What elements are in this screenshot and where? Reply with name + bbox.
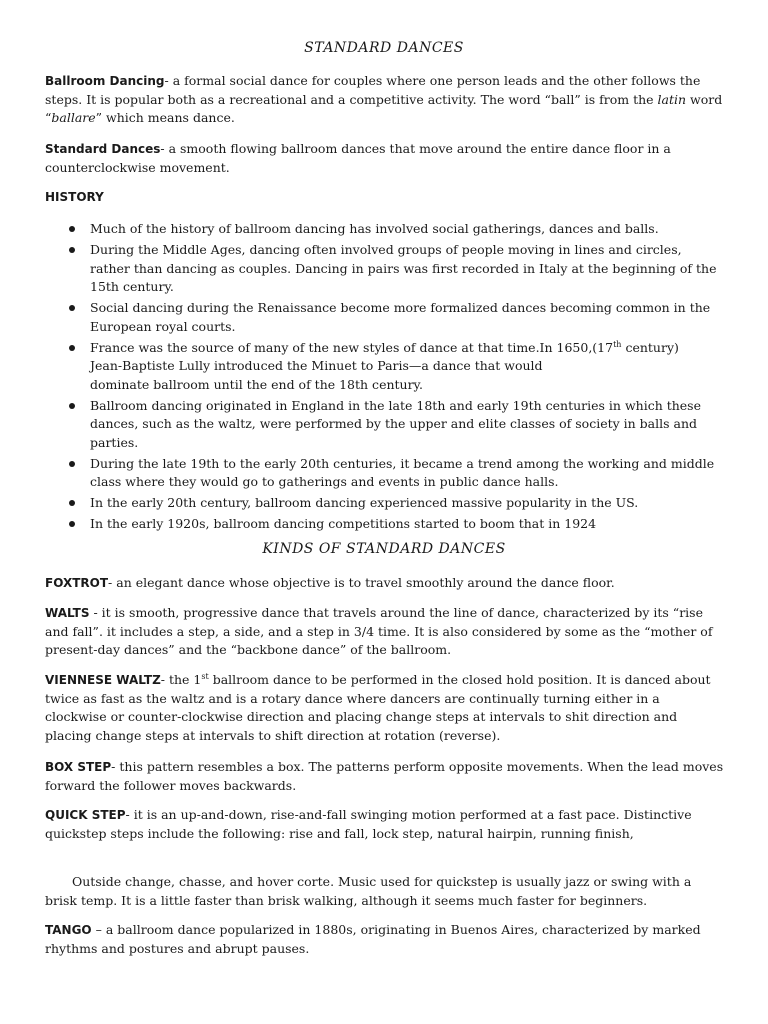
ballroom-dancing-term: Ballroom Dancing	[45, 74, 165, 88]
tango-term: TANGO	[45, 923, 92, 937]
page-title: STANDARD DANCES	[304, 40, 464, 56]
kinds-title: KINDS OF STANDARD DANCES	[262, 541, 506, 557]
quick-step-paragraph: QUICK STEP- it is an up-and-down, rise-and-fall swinging motion performed at a fast pace. Distinctive quickstep steps include the following: rise and fall, lock step, natural hairpin, running finish,	[45, 807, 692, 841]
list-item: During the Middle Ages, dancing often involved groups of people moving in lines and circles, rather than dancing as couples. Dancing in pairs was first recorded in Italy at the beginning of the 15th century.	[45, 241, 725, 297]
ballroom-dancing-paragraph: Ballroom Dancing- a formal social dance for couples where one person leads and the other follows the steps. It is popular both as a recreational and a competitive activity. The word “ball” is from the latin word “ballare” which means dance.	[45, 73, 723, 125]
history-list	[45, 220, 725, 536]
list-item: In the early 1920s, ballroom dancing competitions started to boom that in 1924	[45, 515, 725, 534]
bullet-icon	[69, 345, 75, 351]
list-item: Ballroom dancing originated in England in the late 18th and early 19th centuries in which these dances, such as the waltz, were performed by the upper and elite classes of society in balls and parties.	[45, 397, 725, 453]
viennese-waltz-paragraph: VIENNESE WALTZ- the 1st ballroom dance to be performed in the closed hold position. It is danced about twice as fast as the waltz and is a rotary dance where dancers are continually turning either in a clockwise or counter-clockwise direction and placing change steps at intervals to shit direction and placing change steps at intervals to shift direction at rotation (reverse).	[45, 671, 711, 743]
bullet-icon	[69, 247, 75, 253]
foxtrot-term: FOXTROT	[45, 576, 109, 590]
bullet-icon	[69, 226, 75, 232]
box-step-term: BOX STEP	[45, 760, 112, 774]
bullet-icon	[69, 461, 75, 467]
bullet-icon	[69, 500, 75, 506]
quick-step-term: QUICK STEP	[45, 808, 126, 822]
quick-step-continuation: Outside change, chasse, and hover corte. Music used for quickstep is usually jazz or swing with a brisk temp. It is a little faster than brisk walking, although it seems much faster for beginners.	[45, 874, 692, 908]
tango-paragraph: TANGO – a ballroom dance popularized in 1880s, originating in Buenos Aires, characterized by marked rhythms and postures and abrupt pauses.	[45, 922, 701, 956]
history-heading: HISTORY	[45, 190, 104, 204]
standard-dances-term: Standard Dances	[45, 142, 161, 156]
foxtrot-paragraph: FOXTROT- an elegant dance whose objective is to travel smoothly around the dance floor.	[45, 575, 615, 590]
list-item: Much of the history of ballroom dancing has involved social gatherings, dances and balls.	[45, 220, 725, 239]
walts-paragraph: WALTS - it is smooth, progressive dance that travels around the line of dance, characterized by its “rise and fall”. it includes a step, a side, and a step in 3/4 time. It is also considered by some as the “mother of present-day dances” and the “backbone dance” of the ballroom.	[45, 605, 713, 657]
bullet-icon	[69, 305, 75, 311]
list-item: During the late 19th to the early 20th centuries, it became a trend among the working and middle class where they would go to gatherings and events in public dance halls.	[45, 455, 725, 492]
box-step-paragraph: BOX STEP- this pattern resembles a box. The patterns perform opposite movements. When the lead moves forward the follower moves backwards.	[45, 759, 724, 793]
list-item: In the early 20th century, ballroom dancing experienced massive popularity in the US.	[45, 494, 725, 513]
bullet-icon	[69, 521, 75, 527]
walts-term: WALTS	[45, 606, 90, 620]
standard-dances-paragraph: Standard Dances- a smooth flowing ballroom dances that move around the entire dance floor in a counterclockwise movement.	[45, 141, 671, 175]
bullet-icon	[69, 403, 75, 409]
viennese-waltz-term: VIENNESE WALTZ	[45, 673, 161, 687]
list-item: Social dancing during the Renaissance become more formalized dances becoming common in the European royal courts.	[45, 299, 725, 336]
list-item: France was the source of many of the new styles of dance at that time.In 1650,(17th century) Jean-Baptiste Lully introduced the Minuet to Paris—a dance that would dominate ballroom until the end of the 18th century.	[45, 339, 725, 395]
